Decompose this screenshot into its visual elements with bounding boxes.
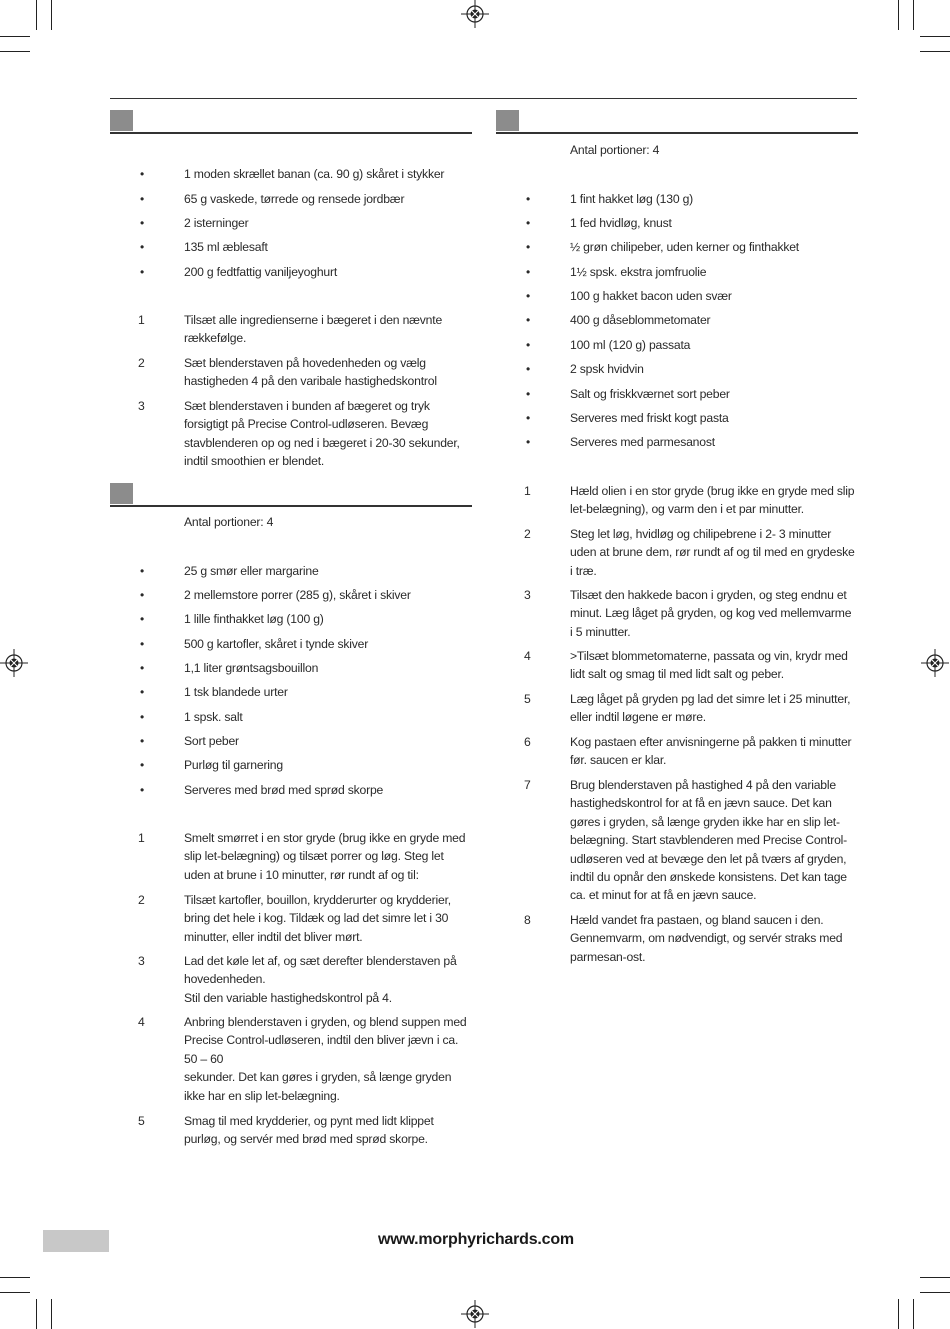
bullet-icon: • <box>526 289 531 303</box>
bullet-icon: • <box>526 362 531 376</box>
section-header <box>496 110 858 134</box>
page-number-box <box>43 1230 109 1252</box>
section-marker <box>110 110 133 131</box>
footer-website-url: www.morphyrichards.com <box>378 1231 574 1248</box>
section-header <box>110 483 472 507</box>
left-top-recipe: • 1 moden skrællet banan (ca. 90 g) skåret i stykker • 65 g vaskede, tørrede og rensede jordbær • 2 isterninger • 135 ml æblesaft • 200 g fedtfattig vaniljeyoghurt 1 Tilsæt alle ingredienserne i bægeret i den nævnte rækkefølge. 2 Sæt blenderstaven på hovedenheden og vælg hastigheden 4 på den varibale hastighedskontrol 3 Sæt blenderstaven i bunden af bægeret og tryk forsigtigt på Precise Control-udløseren. Bevæg stavblenderen op og ned i bægeret i 20-30 sekunder, indtil smoothien er blendet. <box>110 110 472 480</box>
bullet-icon: • <box>526 435 531 449</box>
registration-mark-right-icon <box>921 649 949 677</box>
section-marker <box>110 483 133 504</box>
bullet-icon: • <box>526 216 531 230</box>
bullet-icon: • <box>140 265 145 279</box>
bullet-icon: • <box>140 661 145 675</box>
bullet-icon: • <box>140 734 145 748</box>
bullet-icon: • <box>526 313 531 327</box>
page-top-rule <box>110 98 857 99</box>
bullet-icon: • <box>140 216 145 230</box>
registration-mark-top-icon <box>461 0 489 28</box>
registration-mark-bottom-icon <box>461 1300 489 1328</box>
bullet-icon: • <box>140 637 145 651</box>
bullet-icon: • <box>526 265 531 279</box>
bullet-icon: • <box>140 758 145 772</box>
registration-mark-left-icon <box>0 649 28 677</box>
left-bottom-recipe: Antal portioner: 4 • 25 g smør eller margarine • 2 mellemstore porrer (285 g), skåret i skiver • 1 lille finthakket løg (100 g) • 500 g kartofler, skåret i tynde skiver • 1,1 liter grøntsagsbouillon • 1 tsk blandede urter • 1 spsk. salt • Sort peber • Purløg til garnering • Serveres med brød med sprød skorpe 1 Smelt smørret i en stor gryde (brug ikke en gryde med slip let-belægning) og tilsæt porrer og løg. Steg let uden at brune i 10 minutter, rør rundt af og til: 2 Tilsæt kartofler, bouillon, krydderurter og krydderier, bring det hele i kog. Tildæk og lad det simre let i 30 minutter, eller indtil det bliver mørt. 3 Lad det køle let af, og sæt derefter blenderstaven på hovedenheden. Stil den variable hastighedskontrol på 4. 4 Anbring blenderstaven i gryden, og blend suppen med Precise Control-udløseren, indtil den bliver jævn i ca. 50 – 60 sekunder. Det kan gøres i gryden, så længe gryden ikke har en slip let-belægning. 5 Smag til med krydderier, og pynt med lidt klippet purløg, og servér med brød med sprød skorpe. <box>110 483 472 1163</box>
section-header <box>110 110 472 134</box>
bullet-icon: • <box>140 192 145 206</box>
bullet-icon: • <box>140 564 145 578</box>
bullet-icon: • <box>140 588 145 602</box>
bullet-icon: • <box>526 240 531 254</box>
bullet-icon: • <box>140 612 145 626</box>
bullet-icon: • <box>526 411 531 425</box>
bullet-icon: • <box>140 167 145 181</box>
section-marker <box>496 110 519 131</box>
right-recipe: Antal portioner: 4 • 1 fint hakket løg (130 g) • 1 fed hvidløg, knust • ½ grøn chilipeber, uden kerner og finthakket • 1½ spsk. ekstra jomfruolie • 100 g hakket bacon uden svær • 400 g dåseblommetomater • 100 ml (120 g) passata • 2 spsk hvidvin • Salt og friskkværnet sort peber • Serveres med friskt kogt pasta • Serveres med parmesanost 1 Hæld olien i en stor gryde (brug ikke en gryde med slip let-belægning), og varm den i et par minutter. 2 Steg let løg, hvidløg og chilipebrene i 2- 3 minutter uden at brune dem, rør rundt af og til med en grydeske i træ. 3 Tilsæt den hakkede bacon i gryden, og steg endnu et minut. Læg låget på gryden, og kog ved mellemvarme i 5 minutter. 4 >Tilsæt blommetomaterne, passata og vin, krydr med lidt salt og smag til med lidt salt og peber. 5 Læg låget på gryden pg lad det simre let i 25 minutter, eller indtil løgene er møre. 6 Kog pastaen efter anvisningerne på pakken ti minutter før. saucen er klar. 7 Brug blenderstaven på hastighed 4 på den variable hastighedskontrol for at få en jævn sauce. Det kan gøres i gryden, så længe gryden ikke har en slip let-belægning. Start stavblenderen med Precise Control-udløseren ved at bevæge den let på tværs af gryden, indtil du opnår den ønskede konsistens. Det kan tage ca. et minut for at få en jævn sauce. 8 Hæld vandet fra pastaen, og bland saucen i den. Gennemvarm, om nødvendigt, og servér straks med parmesan-ost. <box>496 110 858 980</box>
bullet-icon: • <box>526 192 531 206</box>
bullet-icon: • <box>140 240 145 254</box>
bullet-icon: • <box>140 710 145 724</box>
bullet-icon: • <box>140 685 145 699</box>
bullet-icon: • <box>140 783 145 797</box>
bullet-icon: • <box>526 387 531 401</box>
bullet-icon: • <box>526 338 531 352</box>
